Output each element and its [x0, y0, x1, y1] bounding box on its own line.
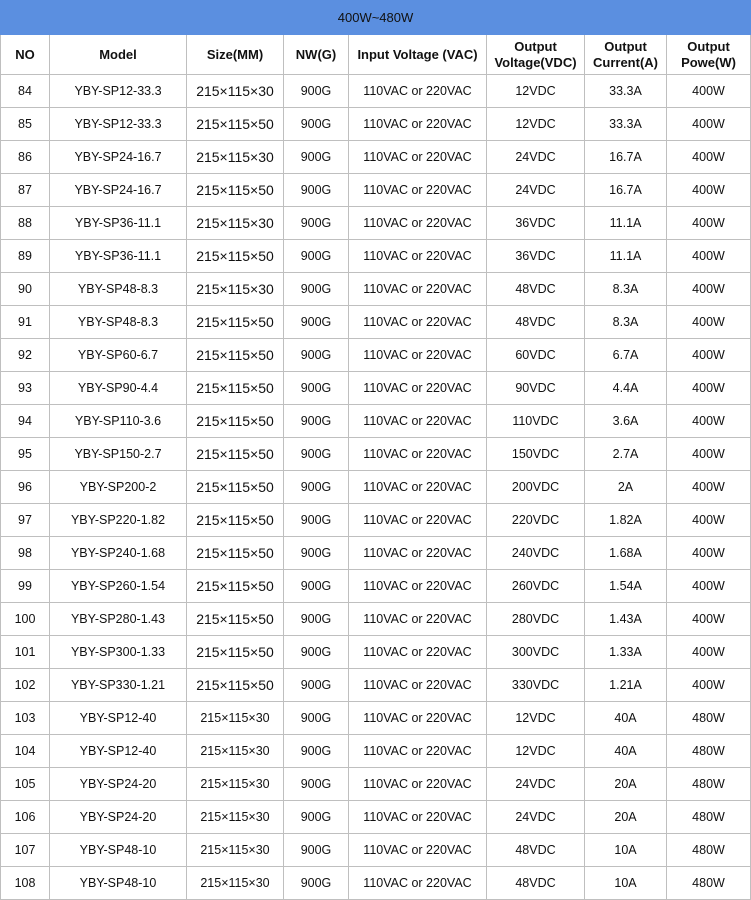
cell-output-power: 480W [667, 834, 751, 867]
cell-model: YBY-SP12-40 [50, 702, 187, 735]
cell-output-power: 400W [667, 669, 751, 702]
cell-input-voltage: 110VAC or 220VAC [349, 735, 487, 768]
cell-output-voltage: 260VDC [487, 570, 585, 603]
table-row [1, 174, 751, 207]
cell-output-voltage: 220VDC [487, 504, 585, 537]
cell-size: 215×115×30 [187, 75, 284, 108]
table-row [1, 306, 751, 339]
cell-output-power: 400W [667, 372, 751, 405]
cell-no: 90 [1, 273, 50, 306]
cell-output-voltage: 110VDC [487, 405, 585, 438]
cell-nw: 900G [284, 735, 349, 768]
cell-model: YBY-SP12-40 [50, 735, 187, 768]
table-row [1, 867, 751, 900]
cell-output-power: 480W [667, 801, 751, 834]
cell-output-power: 400W [667, 306, 751, 339]
cell-nw: 900G [284, 603, 349, 636]
cell-size: 215×115×50 [187, 603, 284, 636]
table-row [1, 504, 751, 537]
cell-nw: 900G [284, 372, 349, 405]
cell-size: 215×115×30 [187, 207, 284, 240]
cell-input-voltage: 110VAC or 220VAC [349, 339, 487, 372]
cell-output-voltage: 48VDC [487, 834, 585, 867]
table-row [1, 207, 751, 240]
cell-input-voltage: 110VAC or 220VAC [349, 537, 487, 570]
cell-no: 100 [1, 603, 50, 636]
cell-size: 215×115×30 [187, 834, 284, 867]
cell-model: YBY-SP36-11.1 [50, 207, 187, 240]
cell-size: 215×115×30 [187, 702, 284, 735]
cell-output-voltage: 24VDC [487, 801, 585, 834]
table-row [1, 603, 751, 636]
cell-size: 215×115×50 [187, 372, 284, 405]
cell-no: 101 [1, 636, 50, 669]
cell-no: 85 [1, 108, 50, 141]
table-row [1, 801, 751, 834]
table-row [1, 471, 751, 504]
cell-no: 99 [1, 570, 50, 603]
cell-input-voltage: 110VAC or 220VAC [349, 834, 487, 867]
cell-nw: 900G [284, 702, 349, 735]
cell-output-current: 4.4A [585, 372, 667, 405]
cell-output-current: 2.7A [585, 438, 667, 471]
cell-model: YBY-SP48-10 [50, 834, 187, 867]
table-row [1, 438, 751, 471]
cell-output-power: 480W [667, 735, 751, 768]
table-row [1, 108, 751, 141]
cell-nw: 900G [284, 504, 349, 537]
cell-nw: 900G [284, 108, 349, 141]
cell-no: 86 [1, 141, 50, 174]
header-input-voltage: Input Voltage (VAC) [349, 35, 487, 75]
cell-output-power: 400W [667, 438, 751, 471]
cell-output-current: 1.82A [585, 504, 667, 537]
table-row [1, 570, 751, 603]
cell-size: 215×115×50 [187, 306, 284, 339]
cell-no: 88 [1, 207, 50, 240]
cell-output-power: 400W [667, 207, 751, 240]
cell-output-current: 11.1A [585, 207, 667, 240]
cell-model: YBY-SP12-33.3 [50, 75, 187, 108]
cell-size: 215×115×30 [187, 735, 284, 768]
cell-output-voltage: 240VDC [487, 537, 585, 570]
cell-output-power: 480W [667, 867, 751, 900]
cell-output-voltage: 280VDC [487, 603, 585, 636]
cell-input-voltage: 110VAC or 220VAC [349, 108, 487, 141]
cell-nw: 900G [284, 867, 349, 900]
cell-size: 215×115×50 [187, 339, 284, 372]
cell-input-voltage: 110VAC or 220VAC [349, 504, 487, 537]
table-body [1, 75, 751, 900]
cell-output-current: 1.43A [585, 603, 667, 636]
cell-input-voltage: 110VAC or 220VAC [349, 570, 487, 603]
header-size: Size(MM) [187, 35, 284, 75]
cell-no: 102 [1, 669, 50, 702]
cell-output-voltage: 200VDC [487, 471, 585, 504]
cell-no: 94 [1, 405, 50, 438]
cell-output-current: 10A [585, 834, 667, 867]
cell-output-power: 400W [667, 339, 751, 372]
cell-output-voltage: 24VDC [487, 141, 585, 174]
cell-model: YBY-SP330-1.21 [50, 669, 187, 702]
table-row [1, 834, 751, 867]
cell-model: YBY-SP110-3.6 [50, 405, 187, 438]
cell-no: 107 [1, 834, 50, 867]
cell-output-power: 400W [667, 537, 751, 570]
cell-output-power: 400W [667, 471, 751, 504]
cell-output-current: 1.68A [585, 537, 667, 570]
cell-size: 215×115×30 [187, 141, 284, 174]
cell-no: 93 [1, 372, 50, 405]
cell-nw: 900G [284, 537, 349, 570]
cell-output-power: 400W [667, 570, 751, 603]
cell-model: YBY-SP48-10 [50, 867, 187, 900]
cell-no: 89 [1, 240, 50, 273]
cell-nw: 900G [284, 801, 349, 834]
cell-size: 215×115×50 [187, 471, 284, 504]
table-header-row [1, 35, 751, 75]
cell-input-voltage: 110VAC or 220VAC [349, 240, 487, 273]
table-title: 400W~480W [1, 1, 751, 35]
cell-no: 108 [1, 867, 50, 900]
table-row [1, 702, 751, 735]
header-output-power: Output Powe(W) [667, 35, 751, 75]
cell-size: 215×115×50 [187, 108, 284, 141]
cell-output-current: 40A [585, 702, 667, 735]
cell-output-voltage: 24VDC [487, 768, 585, 801]
cell-input-voltage: 110VAC or 220VAC [349, 207, 487, 240]
cell-output-power: 400W [667, 141, 751, 174]
cell-size: 215×115×30 [187, 768, 284, 801]
cell-model: YBY-SP48-8.3 [50, 273, 187, 306]
cell-output-voltage: 48VDC [487, 306, 585, 339]
cell-output-current: 40A [585, 735, 667, 768]
cell-no: 103 [1, 702, 50, 735]
cell-model: YBY-SP240-1.68 [50, 537, 187, 570]
cell-model: YBY-SP24-16.7 [50, 174, 187, 207]
cell-output-current: 33.3A [585, 108, 667, 141]
cell-input-voltage: 110VAC or 220VAC [349, 372, 487, 405]
cell-output-current: 10A [585, 867, 667, 900]
cell-size: 215×115×50 [187, 438, 284, 471]
cell-model: YBY-SP220-1.82 [50, 504, 187, 537]
cell-size: 215×115×50 [187, 240, 284, 273]
cell-output-voltage: 90VDC [487, 372, 585, 405]
cell-model: YBY-SP300-1.33 [50, 636, 187, 669]
cell-output-power: 400W [667, 75, 751, 108]
cell-output-current: 6.7A [585, 339, 667, 372]
cell-model: YBY-SP24-20 [50, 768, 187, 801]
cell-output-voltage: 12VDC [487, 108, 585, 141]
cell-size: 215×115×50 [187, 405, 284, 438]
cell-output-voltage: 330VDC [487, 669, 585, 702]
cell-nw: 900G [284, 768, 349, 801]
cell-output-current: 1.33A [585, 636, 667, 669]
cell-output-current: 1.21A [585, 669, 667, 702]
cell-no: 92 [1, 339, 50, 372]
header-model: Model [50, 35, 187, 75]
cell-output-current: 1.54A [585, 570, 667, 603]
cell-nw: 900G [284, 207, 349, 240]
cell-input-voltage: 110VAC or 220VAC [349, 768, 487, 801]
table-row [1, 75, 751, 108]
table-row [1, 636, 751, 669]
cell-input-voltage: 110VAC or 220VAC [349, 471, 487, 504]
table-row [1, 768, 751, 801]
cell-model: YBY-SP150-2.7 [50, 438, 187, 471]
header-no: NO [1, 35, 50, 75]
cell-input-voltage: 110VAC or 220VAC [349, 75, 487, 108]
cell-no: 91 [1, 306, 50, 339]
cell-output-current: 20A [585, 801, 667, 834]
cell-nw: 900G [284, 636, 349, 669]
cell-nw: 900G [284, 141, 349, 174]
cell-output-power: 480W [667, 702, 751, 735]
cell-no: 95 [1, 438, 50, 471]
cell-output-voltage: 12VDC [487, 75, 585, 108]
table-row [1, 735, 751, 768]
cell-output-voltage: 48VDC [487, 867, 585, 900]
table-row [1, 141, 751, 174]
cell-nw: 900G [284, 339, 349, 372]
cell-no: 96 [1, 471, 50, 504]
cell-nw: 900G [284, 306, 349, 339]
cell-model: YBY-SP260-1.54 [50, 570, 187, 603]
cell-input-voltage: 110VAC or 220VAC [349, 273, 487, 306]
cell-model: YBY-SP48-8.3 [50, 306, 187, 339]
cell-input-voltage: 110VAC or 220VAC [349, 306, 487, 339]
cell-output-power: 480W [667, 768, 751, 801]
cell-output-current: 16.7A [585, 141, 667, 174]
cell-output-power: 400W [667, 174, 751, 207]
cell-no: 105 [1, 768, 50, 801]
cell-nw: 900G [284, 240, 349, 273]
table-row [1, 339, 751, 372]
cell-output-power: 400W [667, 636, 751, 669]
cell-output-voltage: 36VDC [487, 207, 585, 240]
cell-size: 215×115×50 [187, 504, 284, 537]
cell-output-voltage: 48VDC [487, 273, 585, 306]
header-output-current: Output Current(A) [585, 35, 667, 75]
cell-input-voltage: 110VAC or 220VAC [349, 702, 487, 735]
cell-size: 215×115×30 [187, 801, 284, 834]
cell-size: 215×115×50 [187, 174, 284, 207]
cell-input-voltage: 110VAC or 220VAC [349, 867, 487, 900]
cell-model: YBY-SP90-4.4 [50, 372, 187, 405]
cell-output-voltage: 12VDC [487, 702, 585, 735]
table-row [1, 372, 751, 405]
cell-model: YBY-SP24-20 [50, 801, 187, 834]
cell-input-voltage: 110VAC or 220VAC [349, 141, 487, 174]
cell-output-power: 400W [667, 603, 751, 636]
cell-input-voltage: 110VAC or 220VAC [349, 405, 487, 438]
cell-model: YBY-SP12-33.3 [50, 108, 187, 141]
cell-input-voltage: 110VAC or 220VAC [349, 669, 487, 702]
cell-size: 215×115×30 [187, 867, 284, 900]
cell-output-voltage: 36VDC [487, 240, 585, 273]
cell-output-voltage: 300VDC [487, 636, 585, 669]
cell-nw: 900G [284, 174, 349, 207]
cell-input-voltage: 110VAC or 220VAC [349, 636, 487, 669]
cell-output-current: 20A [585, 768, 667, 801]
cell-nw: 900G [284, 570, 349, 603]
cell-no: 87 [1, 174, 50, 207]
cell-output-power: 400W [667, 405, 751, 438]
cell-size: 215×115×30 [187, 273, 284, 306]
table-title-row [1, 1, 751, 35]
cell-output-current: 16.7A [585, 174, 667, 207]
cell-output-voltage: 12VDC [487, 735, 585, 768]
cell-output-current: 8.3A [585, 306, 667, 339]
cell-size: 215×115×50 [187, 537, 284, 570]
cell-output-current: 8.3A [585, 273, 667, 306]
table-row [1, 273, 751, 306]
cell-no: 84 [1, 75, 50, 108]
cell-input-voltage: 110VAC or 220VAC [349, 801, 487, 834]
table-row [1, 537, 751, 570]
cell-output-voltage: 24VDC [487, 174, 585, 207]
cell-no: 106 [1, 801, 50, 834]
cell-output-power: 400W [667, 504, 751, 537]
table-row [1, 405, 751, 438]
cell-output-voltage: 60VDC [487, 339, 585, 372]
cell-nw: 900G [284, 834, 349, 867]
cell-output-voltage: 150VDC [487, 438, 585, 471]
cell-nw: 900G [284, 471, 349, 504]
header-output-voltage: Output Voltage(VDC) [487, 35, 585, 75]
cell-model: YBY-SP60-6.7 [50, 339, 187, 372]
cell-model: YBY-SP36-11.1 [50, 240, 187, 273]
cell-model: YBY-SP24-16.7 [50, 141, 187, 174]
cell-output-current: 3.6A [585, 405, 667, 438]
cell-no: 104 [1, 735, 50, 768]
cell-size: 215×115×50 [187, 636, 284, 669]
table-row [1, 669, 751, 702]
cell-nw: 900G [284, 669, 349, 702]
cell-input-voltage: 110VAC or 220VAC [349, 174, 487, 207]
cell-output-power: 400W [667, 273, 751, 306]
cell-size: 215×115×50 [187, 570, 284, 603]
cell-input-voltage: 110VAC or 220VAC [349, 603, 487, 636]
cell-output-current: 11.1A [585, 240, 667, 273]
cell-model: YBY-SP280-1.43 [50, 603, 187, 636]
cell-size: 215×115×50 [187, 669, 284, 702]
cell-no: 97 [1, 504, 50, 537]
cell-nw: 900G [284, 75, 349, 108]
cell-nw: 900G [284, 273, 349, 306]
cell-output-current: 33.3A [585, 75, 667, 108]
cell-no: 98 [1, 537, 50, 570]
cell-nw: 900G [284, 405, 349, 438]
cell-output-power: 400W [667, 240, 751, 273]
cell-output-power: 400W [667, 108, 751, 141]
header-nw: NW(G) [284, 35, 349, 75]
table-row [1, 240, 751, 273]
cell-nw: 900G [284, 438, 349, 471]
cell-model: YBY-SP200-2 [50, 471, 187, 504]
cell-input-voltage: 110VAC or 220VAC [349, 438, 487, 471]
cell-output-current: 2A [585, 471, 667, 504]
